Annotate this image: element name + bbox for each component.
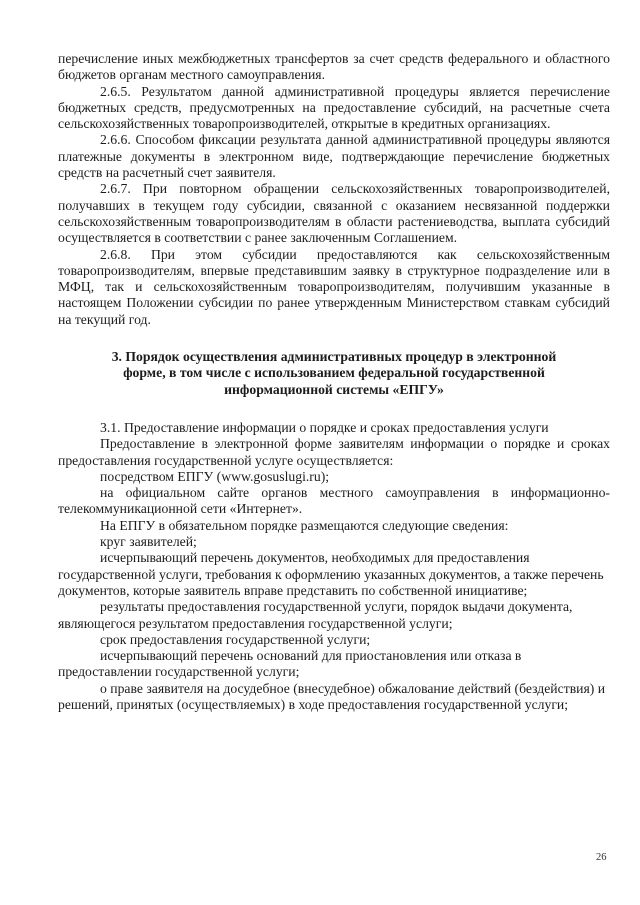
heading-line: информационной системы «ЕПГУ» bbox=[224, 381, 444, 397]
section-heading bbox=[58, 349, 610, 398]
paragraph-2-6-5: 2.6.5. Результатом данной административной процедуры является перечисление бюджетных средств, предусмотренных на предоставление субсидий, на расчетные счета сельскохозяйственных товаропроизводителей, открытые в кредитных организациях. bbox=[58, 83, 610, 132]
list-item: результаты предоставления государственной услуги, порядок выдачи документа, являющегося результатом предоставления государственной услуги; bbox=[58, 599, 573, 631]
paragraph-2-6-8: 2.6.8. При этом субсидии предоставляются как сельскохозяйственным товаропроизводителям, впервые представившим заявку в структурное подразделение или в МФЦ, так и сельскохозяйственным товаропроизводителям, получившим указанные в настоящем Положении субсидии по ранее утвержденным Министерством ставкам субсидий на текущий год. bbox=[58, 246, 610, 327]
heading-line: форме, в том числе с использованием федеральной государственной bbox=[123, 365, 545, 381]
list-item: круг заявителей; bbox=[100, 534, 197, 550]
paragraph: перечисление иных межбюджетных трансфертов за счет средств федерального и областного бюджетов органам местного самоуправления. bbox=[58, 51, 610, 83]
list-item: на официальном сайте органов местного самоуправления в информационно-телекоммуникационной сети «Интернет». bbox=[58, 485, 610, 517]
heading-line: 3. Порядок осуществления административных процедур в электронной bbox=[111, 349, 557, 365]
page-number: 26 bbox=[596, 852, 607, 863]
list-item: исчерпывающий перечень оснований для приостановления или отказа в предоставлении государственной услуги; bbox=[58, 648, 522, 680]
list-item: о праве заявителя на досудебное (внесудебное) обжалование действий (бездействия) и решений, принятых (осуществляемых) в ходе предоставления государственной услуги; bbox=[58, 680, 606, 712]
paragraph-3-1: 3.1. Предоставление информации о порядке и сроках предоставления услуги bbox=[100, 419, 549, 435]
list-item: исчерпывающий перечень документов, необходимых для предоставления государственной услуги, требования к оформлению указанных документов, а также перечень документов, которые заявитель вправе представить по собственной инициативе; bbox=[58, 550, 604, 598]
paragraph: На ЕПГУ в обязательном порядке размещаются следующие сведения: bbox=[100, 517, 509, 533]
paragraph-2-6-7: 2.6.7. При повторном обращении сельскохозяйственных товаропроизводителей, получавших в текущем году субсидии, связанной с оказанием несвязанной поддержки сельскохозяйственным товаропроизводителям в области растениеводства, выплата субсидий осуществляется в соответствии с ранее заключенным Соглашением. bbox=[58, 181, 610, 246]
paragraph: Предоставление в электронной форме заявителям информации о порядке и сроках предоставления государственной услуге осуществляется: bbox=[58, 436, 610, 468]
list-item: посредством ЕПГУ (www.gosuslugi.ru); bbox=[100, 468, 330, 484]
list-item: срок предоставления государственной услуги; bbox=[100, 631, 371, 647]
paragraph-2-6-6: 2.6.6. Способом фиксации результата данной административной процедуры являются платежные документы в электронном виде, подтверждающие перечисление бюджетных средств на расчетный счет заявителя. bbox=[58, 132, 610, 181]
document-page bbox=[58, 51, 610, 713]
